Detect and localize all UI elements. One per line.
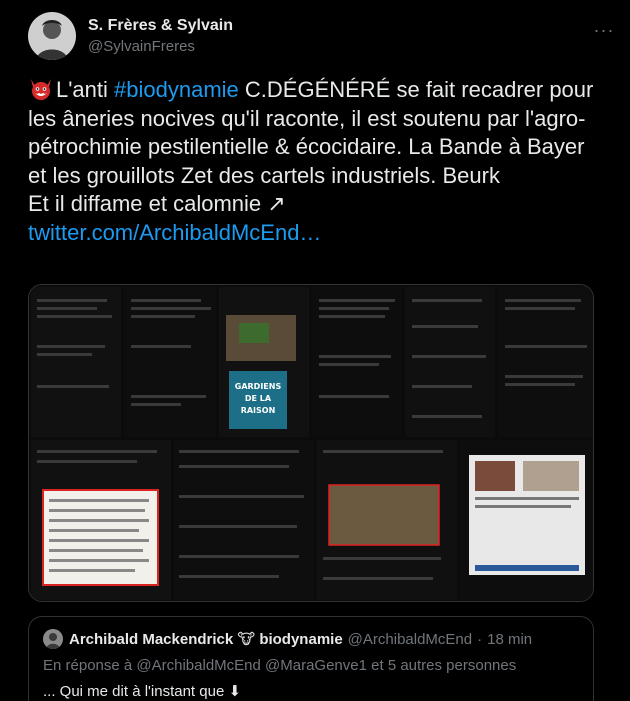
quoted-author-name: Archibald Mackendrick 🐮 biodynamie [69,631,343,648]
quoted-author-handle: @ArchibaldMcEnd [347,630,473,648]
quoted-reply-context [43,657,579,674]
quoted-text: ... Qui me dit à l'instant que ⬇ [43,683,242,700]
author-display-name[interactable]: S. Frères & Sylvain [88,16,233,34]
quoted-timestamp: 18 min [487,630,533,648]
quoted-separator: · [477,630,483,648]
reply-prefix: En réponse à [43,657,137,674]
author-handle[interactable]: @SylvainFreres [88,37,195,55]
more-options-icon[interactable]: ··· [593,19,615,40]
arrow-emoji-icon: ↗ [267,191,286,216]
reply-suffix: et 5 autres personnes [366,657,517,674]
tweet-header [28,12,618,60]
tweet-text-2: C.DÉGÉNÉRÉ se fait recadrer pour les âneries nocives qu'il raconte, il est soutenu par l'agro-pétrochimie pestilentielle & écocidaire. La Bande à Bayer et les grouillots Zet des cartels industriels. Beurk [28,77,594,188]
tweet-text-1: L'anti [56,77,115,102]
collage-image [29,285,594,602]
svg-text:DE LA: DE LA [244,394,272,403]
svg-text:GARDIENS: GARDIENS [234,382,282,391]
tweet-media-image[interactable] [28,284,594,602]
quoted-avatar [43,629,63,649]
tweet-body [28,76,604,247]
devil-emoji-icon [28,77,54,101]
external-link[interactable]: twitter.com/ArchibaldMcEnd… [28,219,322,245]
svg-text:RAISON: RAISON [240,406,276,415]
tweet-text-3: Et il diffame et calomnie [28,191,268,216]
hashtag-link[interactable]: #biodynamie [114,77,239,102]
avatar-image [28,12,76,60]
avatar[interactable] [28,12,76,60]
reply-mentions: @ArchibaldMcEnd @MaraGenve1 [136,657,367,674]
quoted-tweet[interactable] [28,616,594,701]
